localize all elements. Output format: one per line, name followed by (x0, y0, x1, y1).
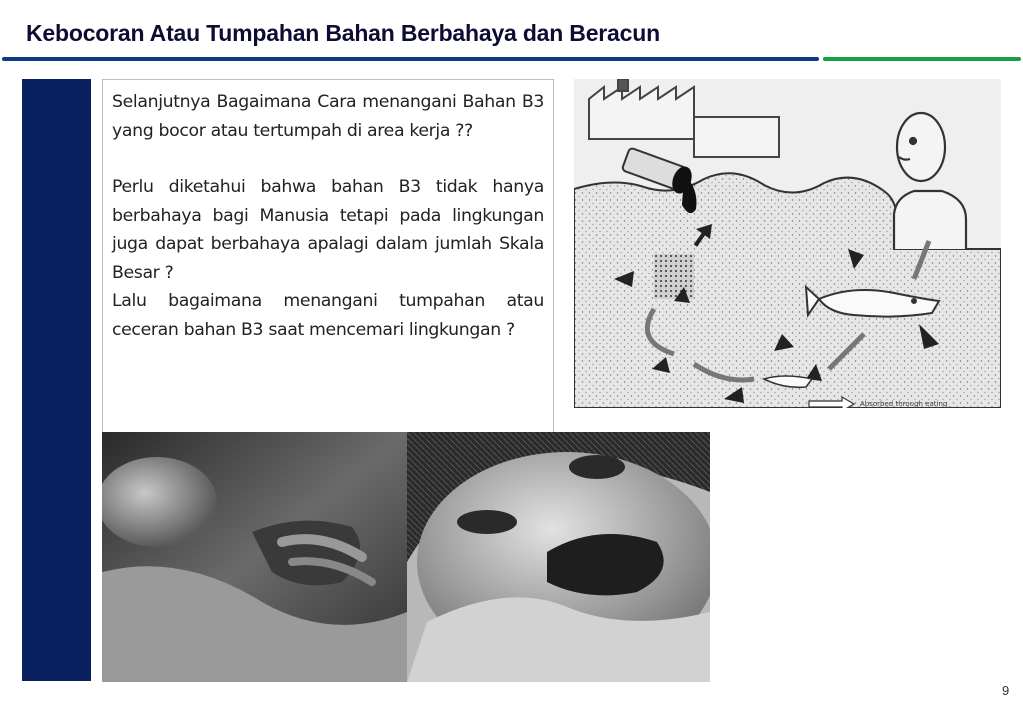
photo-victim-face (407, 432, 710, 682)
title-divider-blue (2, 57, 819, 61)
illustration-caption: Absorbed through eating (860, 400, 948, 408)
page-number: 9 (1002, 683, 1010, 698)
paragraph-handling: Lalu bagaimana menangani tumpahan atau ceceran bahan B3 saat mencemari lingkungan ? (112, 291, 544, 340)
pollution-cycle-drawing (574, 79, 1001, 408)
paragraph-question: Selanjutnya Bagaimana Cara menangani Bahan B3 yang bocor atau tertumpah di area kerja ?? (112, 92, 544, 141)
paragraph-environment: Perlu diketahui bahwa bahan B3 tidak hanya berbahaya bagi Manusia tetapi pada lingkungan juga dapat berbahaya apalagi dalam jumlah Skala Besar ? (112, 177, 544, 283)
slide-title: Kebocoran Atau Tumpahan Bahan Berbahaya dan Beracun (26, 20, 660, 46)
pollution-cycle-illustration (574, 79, 1001, 408)
text-content-box (102, 79, 554, 433)
photo-victim-lying (102, 432, 407, 682)
title-divider-green (823, 57, 1021, 61)
decorative-side-bar (22, 79, 91, 681)
